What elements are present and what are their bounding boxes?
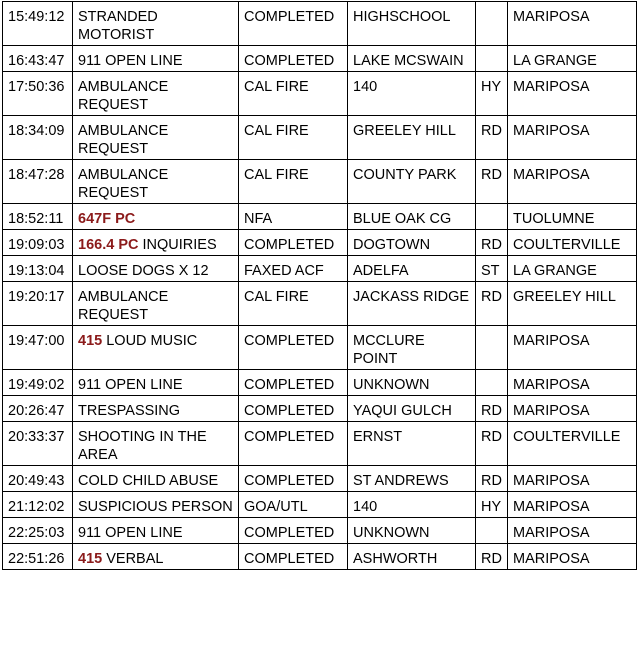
cell-suffix: [476, 518, 508, 544]
cell-desc: [73, 282, 239, 326]
cell-location: DOGTOWN: [348, 230, 476, 256]
table-row: [3, 2, 637, 46]
cell-location: HIGHSCHOOL: [348, 2, 476, 46]
cell-city: MARIPOSA: [508, 160, 637, 204]
cell-city: MARIPOSA: [508, 492, 637, 518]
penal-code: 647F PC: [78, 211, 136, 227]
cell-time: 20:33:37: [3, 422, 73, 466]
cell-status: COMPLETED: [239, 544, 348, 570]
cell-location: YAQUI GULCH: [348, 396, 476, 422]
cell-time: 18:47:28: [3, 160, 73, 204]
cell-status: COMPLETED: [239, 370, 348, 396]
cell-suffix: [476, 204, 508, 230]
cell-status: COMPLETED: [239, 2, 348, 46]
cell-desc: [73, 396, 239, 422]
cell-city: COULTERVILLE: [508, 422, 637, 466]
call-log-table: [2, 1, 637, 570]
cell-city: LA GRANGE: [508, 256, 637, 282]
cell-city: LA GRANGE: [508, 46, 637, 72]
table-row: [3, 370, 637, 396]
cell-time: 18:52:11: [3, 204, 73, 230]
cell-location: ERNST: [348, 422, 476, 466]
cell-status: COMPLETED: [239, 230, 348, 256]
table-row: [3, 282, 637, 326]
cell-status: COMPLETED: [239, 518, 348, 544]
cell-status: CAL FIRE: [239, 282, 348, 326]
cell-time: 21:12:02: [3, 492, 73, 518]
table-row: [3, 116, 637, 160]
cell-desc: [73, 422, 239, 466]
call-description: INQUIRIES: [138, 237, 217, 253]
cell-city: MARIPOSA: [508, 544, 637, 570]
cell-location: 140: [348, 492, 476, 518]
call-description: AMBULANCE REQUEST: [78, 289, 169, 323]
call-log-body: [3, 2, 637, 570]
cell-desc: [73, 204, 239, 230]
cell-desc: [73, 46, 239, 72]
cell-city: MARIPOSA: [508, 466, 637, 492]
cell-suffix: RD: [476, 282, 508, 326]
cell-suffix: [476, 326, 508, 370]
cell-location: JACKASS RIDGE: [348, 282, 476, 326]
cell-desc: [73, 326, 239, 370]
cell-suffix: RD: [476, 466, 508, 492]
cell-suffix: ST: [476, 256, 508, 282]
table-row: [3, 46, 637, 72]
penal-code: 166.4 PC: [78, 237, 139, 253]
cell-suffix: RD: [476, 116, 508, 160]
cell-status: COMPLETED: [239, 396, 348, 422]
call-description: STRANDED MOTORIST: [78, 9, 158, 43]
table-row: [3, 544, 637, 570]
call-description: AMBULANCE REQUEST: [78, 79, 169, 113]
cell-desc: [73, 160, 239, 204]
cell-desc: [73, 230, 239, 256]
cell-city: TUOLUMNE: [508, 204, 637, 230]
cell-status: COMPLETED: [239, 46, 348, 72]
cell-suffix: RD: [476, 422, 508, 466]
cell-city: MARIPOSA: [508, 72, 637, 116]
cell-suffix: [476, 2, 508, 46]
cell-desc: [73, 466, 239, 492]
call-description: COLD CHILD ABUSE: [78, 473, 219, 489]
cell-city: MARIPOSA: [508, 518, 637, 544]
cell-time: 20:26:47: [3, 396, 73, 422]
penal-code: 415: [78, 551, 103, 567]
call-description: SUSPICIOUS PERSON: [78, 499, 233, 515]
cell-city: MARIPOSA: [508, 2, 637, 46]
cell-location: ADELFA: [348, 256, 476, 282]
cell-suffix: HY: [476, 72, 508, 116]
call-description: AMBULANCE REQUEST: [78, 167, 169, 201]
cell-location: MCCLURE POINT: [348, 326, 476, 370]
cell-status: COMPLETED: [239, 326, 348, 370]
call-description: AMBULANCE REQUEST: [78, 123, 169, 157]
cell-city: MARIPOSA: [508, 116, 637, 160]
cell-desc: [73, 518, 239, 544]
call-description: 911 OPEN LINE: [78, 377, 183, 393]
cell-time: 16:43:47: [3, 46, 73, 72]
cell-time: 19:49:02: [3, 370, 73, 396]
cell-status: CAL FIRE: [239, 116, 348, 160]
table-row: [3, 204, 637, 230]
call-description: LOOSE DOGS X 12: [78, 263, 209, 279]
table-row: [3, 326, 637, 370]
cell-location: UNKNOWN: [348, 518, 476, 544]
cell-location: GREELEY HILL: [348, 116, 476, 160]
cell-location: 140: [348, 72, 476, 116]
cell-status: COMPLETED: [239, 422, 348, 466]
cell-desc: [73, 116, 239, 160]
cell-time: 22:51:26: [3, 544, 73, 570]
cell-time: 22:25:03: [3, 518, 73, 544]
cell-desc: [73, 370, 239, 396]
cell-status: COMPLETED: [239, 466, 348, 492]
cell-location: ASHWORTH: [348, 544, 476, 570]
table-row: [3, 492, 637, 518]
cell-city: MARIPOSA: [508, 396, 637, 422]
cell-desc: [73, 492, 239, 518]
cell-desc: [73, 72, 239, 116]
cell-location: BLUE OAK CG: [348, 204, 476, 230]
call-description: 911 OPEN LINE: [78, 53, 183, 69]
cell-city: MARIPOSA: [508, 326, 637, 370]
table-row: [3, 396, 637, 422]
call-description: TRESPASSING: [78, 403, 181, 419]
table-row: [3, 256, 637, 282]
cell-status: CAL FIRE: [239, 160, 348, 204]
cell-city: GREELEY HILL: [508, 282, 637, 326]
cell-location: LAKE MCSWAIN: [348, 46, 476, 72]
cell-suffix: [476, 370, 508, 396]
cell-status: FAXED ACF: [239, 256, 348, 282]
cell-time: 20:49:43: [3, 466, 73, 492]
penal-code: 415: [78, 333, 103, 349]
cell-location: ST ANDREWS: [348, 466, 476, 492]
cell-time: 15:49:12: [3, 2, 73, 46]
cell-suffix: RD: [476, 544, 508, 570]
cell-desc: [73, 256, 239, 282]
table-row: [3, 72, 637, 116]
cell-suffix: RD: [476, 160, 508, 204]
call-description: SHOOTING IN THE AREA: [78, 429, 207, 463]
cell-suffix: HY: [476, 492, 508, 518]
cell-city: MARIPOSA: [508, 370, 637, 396]
table-row: [3, 466, 637, 492]
cell-suffix: RD: [476, 396, 508, 422]
cell-time: 18:34:09: [3, 116, 73, 160]
cell-suffix: RD: [476, 230, 508, 256]
cell-suffix: [476, 46, 508, 72]
cell-desc: [73, 2, 239, 46]
cell-time: 19:47:00: [3, 326, 73, 370]
cell-location: COUNTY PARK: [348, 160, 476, 204]
cell-time: 17:50:36: [3, 72, 73, 116]
call-description: LOUD MUSIC: [102, 333, 198, 349]
table-row: [3, 230, 637, 256]
cell-time: 19:09:03: [3, 230, 73, 256]
table-row: [3, 518, 637, 544]
call-description: 911 OPEN LINE: [78, 525, 183, 541]
table-row: [3, 160, 637, 204]
cell-location: UNKNOWN: [348, 370, 476, 396]
cell-city: COULTERVILLE: [508, 230, 637, 256]
cell-status: NFA: [239, 204, 348, 230]
cell-time: 19:13:04: [3, 256, 73, 282]
cell-time: 19:20:17: [3, 282, 73, 326]
cell-status: GOA/UTL: [239, 492, 348, 518]
cell-desc: [73, 544, 239, 570]
cell-status: CAL FIRE: [239, 72, 348, 116]
call-description: VERBAL: [102, 551, 164, 567]
table-row: [3, 422, 637, 466]
